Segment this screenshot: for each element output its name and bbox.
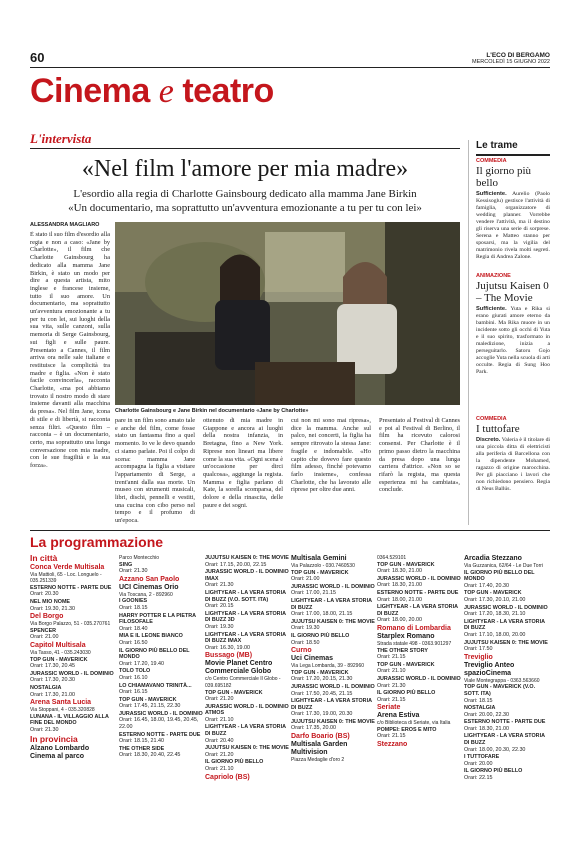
showtimes: Orari: 18.30, 21.00 — [377, 568, 422, 575]
showtimes: Orari: 21.30 — [30, 726, 59, 733]
article-kicker: L'intervista — [30, 131, 92, 146]
film-title: ESTERNO NOTTE - PARTE DUE — [464, 719, 546, 726]
programmazione-rule — [30, 530, 550, 531]
cinema-address: Strada statale 498 - 0363.901297 — [377, 640, 452, 647]
cinema-address: c/o Biblioteca di Seriate, via Italia — [377, 720, 451, 727]
film-title: IL GIORNO PIÙ BELLO — [377, 690, 436, 697]
showtimes: Orari: 17.40, 20.30 — [464, 582, 509, 589]
film-title: LIGHTYEAR - LA VERA STORIA DI BUZZ — [377, 604, 458, 617]
cinema-address: Parco Montecchio — [119, 555, 160, 561]
film-title: JUJUTSU KAISEN 0: THE MOVIE — [291, 718, 375, 725]
showtimes: Orari: 19.30 — [205, 623, 234, 630]
newspaper-masthead — [472, 52, 550, 65]
trama-text: Aurelio (Paolo Kessisoglu) gestisce l'attività di famiglia, organizzatore di wedding planner. Vorrebbe vendere l'attività, ma il destino gli riserva una serie di sorprese. Serena e Matteo stanno per sposarsi, ma la vigilia del matrimonio rivela molti segreti. Regia di Andrea Zalone. — [476, 191, 550, 260]
trama-category: COMMEDIA — [476, 416, 507, 422]
cinema-name: Arena Estiva — [377, 712, 420, 720]
showtimes: Orari: 21.30 — [205, 582, 234, 589]
film-title: JUJUTSU KAISEN 0: THE MOVIE — [205, 745, 289, 752]
cinema-name: Multisala Garden Multivision — [291, 741, 348, 757]
cinema-location: Curno — [291, 647, 312, 655]
trama-category: ANIMAZIONE — [476, 273, 511, 279]
film-title: SPENCER — [30, 627, 57, 634]
film-title: JURASSIC WORLD - IL DOMINIO — [30, 670, 114, 677]
showtimes: Orari: 17.00, 18.00, 21.15 — [291, 611, 353, 618]
trama-body — [476, 191, 550, 261]
cinema-address: Via Guzzanica, 62/64 - Le Due Torri — [464, 563, 544, 569]
film-title: JURASSIC WORLD - IL DOMINIO — [377, 675, 461, 682]
cinema-name: UCI Cinemas Orio — [119, 583, 179, 591]
film-title: THE OTHER STORY — [377, 647, 428, 654]
showtimes: Orari: 16.50 — [119, 639, 148, 646]
article-column-4: cui non mi sono mai ripresa», dice la mamma. Anche sul palco, nei concerti, la figlia ha sempre ritrovato la stessa Jane: fragile e indomabile. «Ho capito che dovevo fare questo film adesso, finché potevamo farlo insieme», confessa Charlotte, che ha lavorato alle riprese per oltre due anni. — [291, 417, 371, 494]
trama-title: I tuttofare — [476, 423, 520, 435]
showtimes: Orari: 22.15 — [464, 775, 493, 782]
film-title: JURASSIC WORLD - IL DOMINIO — [119, 710, 203, 717]
cinema-location: Seriate — [377, 704, 401, 712]
showtimes: Orari: 21.15 — [377, 733, 406, 740]
photo-caption: Charlotte Gainsbourg e Jane Birkin nel documentario «Jane by Charlotte» — [115, 408, 309, 414]
article-deck — [30, 187, 460, 215]
showtimes: Orari: 21.00 — [291, 576, 320, 583]
cinema-location: Capriolo (BS) — [205, 773, 250, 781]
showtimes: Orari: 20.30 — [30, 591, 59, 598]
cinema-location: Capitol Multisala — [30, 641, 86, 649]
trama-rating: Sufficiente. — [476, 306, 507, 312]
programmazione-title: La programmazione — [30, 534, 164, 550]
showtimes: Orari: 16.45, 18.00, 19.45, 20.45, 22.00 — [119, 717, 199, 731]
film-title: JURASSIC WORLD - IL DOMINIO ATMOS — [205, 703, 289, 717]
film-title: IL GIORNO PIÙ BELLO — [291, 632, 350, 639]
film-title: ESTERNO NOTTE - PARTE DUE — [377, 589, 459, 596]
cinema-location: Arena Santa Lucia — [30, 699, 92, 707]
film-title: TOP GUN - MAVERICK — [30, 656, 88, 663]
showtimes: Orari: 16.30, 19.00 — [205, 644, 250, 651]
showtimes: Orari: 18.30, 21.00 — [377, 582, 422, 589]
film-title: JURASSIC WORLD - IL DOMINIO — [464, 604, 548, 611]
showtimes: Orari: 21.10 — [377, 668, 406, 675]
showtimes: Orari: 18.15, 21.40 — [119, 738, 164, 745]
cinema-address: Via Borgo Palazzo, 51 - 035.270761 — [30, 621, 111, 628]
showtimes: Orari: 20.00 — [464, 760, 493, 767]
cinema-location: Darfo Boario (BS) — [291, 733, 350, 741]
film-title: JUJUTSU KAISEN 0: THE MOVIE — [464, 639, 548, 646]
film-title: TOLO TOLO — [119, 668, 151, 675]
showtimes: Orari: 19.30 — [291, 625, 320, 632]
film-title: LIGHTYEAR - LA VERA STORIA DI BUZZ (V.O. SOTT. ITA) — [205, 589, 286, 603]
film-title: TOP GUN - MAVERICK — [377, 561, 435, 568]
film-title: TOP GUN - MAVERICK — [464, 590, 522, 597]
film-title: TOP GUN - MAVERICK — [119, 696, 177, 703]
film-title: TOP GUN - MAVERICK — [291, 569, 349, 576]
deck-line-1: L'esordio alla regia di Charlotte Gainsbourg dedicato alla mamma Jane Birkin — [73, 188, 417, 200]
cinema-name: Multisala Gemini — [291, 555, 347, 562]
cinema-location: Romano di Lombardia — [377, 624, 451, 632]
film-title: TOP GUN - MAVERICK — [377, 661, 435, 668]
cinema-address: Via Mattioli, 65 - Loc. Longuelo - 035.251339 — [30, 571, 102, 585]
film-title: LIGHTYEAR - LA VERA STORIA DI BUZZ — [291, 597, 372, 611]
showtimes: Orari: 21.20 — [205, 751, 234, 758]
showtimes: Orari: 16.15 — [119, 689, 148, 696]
film-title: ESTERNO NOTTE - PARTE DUE — [30, 584, 112, 591]
showtimes: Orari: 17.30, 19.00, 20.30 — [291, 711, 353, 718]
film-title: SING — [119, 561, 133, 568]
cinema-name: Uci Cinemas — [291, 655, 334, 663]
listing-column — [30, 555, 114, 761]
section-title — [30, 72, 274, 111]
showtimes: Orari: 17.20, 19.40 — [119, 660, 164, 667]
film-title: LIGHTYEAR - LA VERA STORIA DI BUZZ — [205, 724, 286, 738]
film-title: JURASSIC WORLD - IL DOMINIO — [377, 575, 461, 582]
showtimes: Orari: 17.35, 20.00 — [291, 725, 336, 732]
newspaper-name: L'ECO DI BERGAMO — [486, 52, 550, 59]
cinema-address: Via Lega Lombarda, 39 - 892960 — [291, 663, 365, 670]
film-title: IL GIORNO PIÙ BELLO — [464, 768, 523, 775]
showtimes: Orari: 20.15 — [205, 603, 234, 610]
showtimes: Orari: 21.30 — [377, 682, 406, 689]
cinema-location: Azzano San Paolo — [119, 575, 180, 583]
issue-date: MERCOLEDÌ 15 GIUGNO 2022 — [472, 59, 550, 65]
cinema-location: Treviglio — [464, 653, 493, 661]
sidebar-divider — [468, 140, 469, 525]
showtimes: Orari: 17.15, 20.00, 22.15 — [205, 561, 267, 568]
cinema-name: Movie Planet Centro Commerciale Globo — [205, 660, 273, 676]
listing-area-heading: In provincia — [30, 734, 78, 745]
deck-line-2: «Un documentario, ma soprattutto un'avventura emozionante a tu per tu con lei» — [68, 202, 422, 214]
cinema-location: Del Borgo — [30, 613, 64, 621]
showtimes: Orari: 17.50, 20.45, 21.15 — [291, 690, 353, 697]
article-column-3: ottenuto di mia madre in Giappone e ancora ai luoghi della nostra infanzia, in Bretagna, fino a New York. Riprese non lineari ma libere come la sua vita. «Ogni scena è un'occasione per dirci qualcosa», aggiunge la regista. Mamma e figlia parlano di Kate, la sorella scomparsa, del dolore e della rinascita, delle paure e dei sogni. — [203, 417, 283, 509]
showtimes: Orari: 17.30, 20.30 — [30, 677, 75, 684]
trama-body — [476, 437, 550, 493]
trama-category: COMMEDIA — [476, 158, 507, 164]
showtimes: Orari: 17.50 — [464, 646, 493, 653]
article-photo — [115, 222, 460, 405]
showtimes: Orari: 16.10 — [119, 674, 148, 681]
cinema-address: 0364.529101 — [377, 555, 407, 561]
trama-item — [476, 416, 550, 493]
trama-rating: Sufficiente. — [476, 191, 507, 197]
film-title: NOSTALGIA — [30, 684, 62, 691]
film-title: THE OTHER SIDE — [119, 745, 165, 752]
article-column-2: pare in un film sono amato tale e anche del film, come fosse stato un fantasma fino a quel momento. Io ve le devo quando ci siamo parlate. Poi il colpo di scena: mamma Jane accompagna la figlia a visitare l'appartamento di Serge, a trent'anni dalla sua morte. Un museo con strumenti musicali, libri, dischi, pennelli e vestiti, una cucina con cibo perso nel tempo e il profumo di un'epoca. — [115, 417, 195, 525]
showtimes: Orari: 18.30, 20.40, 22.45 — [119, 752, 181, 759]
listing-column — [291, 555, 375, 764]
trama-item — [476, 158, 550, 261]
cinema-address: Via Palazzolo - 030.7460530 — [291, 563, 355, 569]
film-title: TOP GUN - MAVERICK (V.O. SOTT. ITA) — [464, 684, 536, 697]
film-title: JURASSIC WORLD - IL DOMINIO — [291, 583, 375, 590]
page-number: 60 — [30, 50, 45, 65]
showtimes: Orari: 21.00 — [30, 634, 59, 641]
showtimes: Orari: 19.30, 21.30 — [30, 605, 75, 612]
section-word-cinema: Cinema — [30, 72, 150, 110]
cinema-address: c/o Centro Commerciale Il Globo - 039.695182 — [205, 676, 281, 689]
showtimes: Orari: 18.50 — [291, 639, 320, 646]
trama-title: Jujutsu Kaisen 0 – The Movie — [476, 280, 549, 304]
cinema-name: Cinema al parco — [30, 753, 85, 761]
showtimes: Orari: 17.30, 20.45 — [30, 663, 75, 670]
film-title: HARRY POTTER E LA PIETRA FILOSOFALE — [119, 612, 196, 626]
film-title: NOSTALGIA — [464, 705, 496, 712]
section-word-e: e — [158, 73, 174, 110]
showtimes: Orari: 21.20 — [205, 696, 234, 703]
showtimes: Orari: 18.00, 20.00 — [377, 617, 422, 624]
trama-text: Valeria è il titolare di una piccola ditta di elettricisti alla periferia di Barcellona con la dipendente Mohamed, ragazzo di origine marocchina. Per gli piacciano i lavori che non richiedono pensiero. Regia di Neus Ballús. — [476, 437, 550, 492]
showtimes: Orari: 21.15 — [377, 654, 406, 661]
cinema-address: Piazza Medaglie d'oro 2 — [291, 757, 345, 764]
film-title: MIA E IL LEONE BIANCO — [119, 633, 183, 640]
showtimes: Orari: 17.45, 21.15, 22.30 — [119, 703, 181, 710]
trame-title: Le trame — [476, 140, 518, 151]
cinema-address: Via Stoppani, 4 - 035.320828 — [30, 707, 95, 714]
listing-column — [205, 555, 289, 782]
showtimes: Orari: 18.15 — [464, 697, 493, 704]
showtimes: Orari: 18.40 — [119, 625, 148, 632]
film-title: JURASSIC WORLD - IL DOMINIO — [291, 683, 375, 690]
showtimes: Orari: 20.40 — [205, 737, 234, 744]
top-rule — [30, 67, 550, 68]
cinema-location: Stezzano — [377, 741, 408, 749]
film-title: JUJUTSU KAISEN 0: THE MOVIE — [205, 555, 289, 561]
article-column-5: Presentato al Festival di Cannes e poi al Festival di Berlino, il film ha ricevuto calorosi consensi. Per Charlotte è il primo passo dietro la macchina da presa dopo una lunga carriera d'attrice. «Non so se rifarò la regista, ma questa esperienza mi ha cambiata», conclude. — [379, 417, 460, 494]
film-title: TOP GUN - MAVERICK — [205, 689, 263, 696]
showtimes: Orari: 17.10, 18.00, 20.00 — [464, 631, 526, 638]
film-title: IL GIORNO PIÙ BELLO DEL MONDO — [464, 569, 535, 583]
cinema-name: Arcadia Stezzano — [464, 555, 522, 562]
showtimes: Orari: 17.20, 20.15, 21.30 — [291, 676, 353, 683]
listing-area-heading: In città — [30, 553, 58, 563]
listing-column — [119, 555, 203, 760]
film-title: LIGHTYEAR - LA VERA STORIA DI BUZZ — [464, 733, 545, 747]
article-headline: «Nel film l'amore per mia madre» — [81, 156, 409, 182]
film-title: I GOONIES — [119, 598, 148, 605]
showtimes: Orari: 17.20, 18.30, 21.10 — [464, 611, 526, 618]
showtimes: Orari: 18.00, 20.30, 22.30 — [464, 746, 526, 753]
film-title: LIGHTYEAR - LA VERA STORIA DI BUZZ IMAX — [205, 631, 286, 645]
film-title: JUJUTSU KAISEN 0: THE MOVIE — [291, 618, 375, 625]
film-title: ESTERNO NOTTE - PARTE DUE — [119, 731, 201, 738]
film-title: LUNANA - IL VILLAGGIO ALLA FINE DEL MONDO — [30, 713, 109, 727]
cinema-location: Conca Verde Multisala — [30, 563, 105, 571]
showtimes: Orari: 17.00, 21.15 — [291, 590, 336, 597]
showtimes: Orari: 18.15 — [119, 604, 148, 611]
film-title: LIGHTYEAR - LA VERA STORIA DI BUZZ — [291, 698, 372, 711]
film-title: LO CHIAMAVANO TRINITÀ... — [119, 682, 192, 689]
cinema-address: Viale Montegrappa - 0363.563660 — [464, 677, 540, 684]
film-title: LIGHTYEAR - LA VERA STORIA DI BUZZ 3D — [205, 610, 286, 624]
trama-rating: Discreto. — [476, 437, 501, 443]
film-title: LIGHTYEAR - LA VERA STORIA DI BUZZ — [464, 618, 545, 632]
showtimes: Orari: 21.30 — [119, 568, 148, 575]
showtimes: Orari: 21.10 — [205, 766, 234, 773]
showtimes: Orari: 20.00, 22.30 — [464, 711, 509, 718]
listing-column — [464, 555, 548, 783]
cinema-address: Via Tasso, 41 - 035.243030 — [30, 649, 91, 656]
kicker-rule — [30, 148, 460, 149]
cinema-name: Treviglio Anteo spazioCinema — [464, 661, 515, 677]
cinema-name: Starplex Romano — [377, 632, 435, 640]
cinema-name: Alzano Lombardo — [30, 745, 90, 753]
trame-rule — [476, 154, 550, 156]
trama-text: Yuta e Rika si erano giurati amore eterno da bambini. Ma Rika muore in un incidente sotto gli occhi di Yuta e il suo spirito, trasformato in maledizione, inizia a perseguitarlo. Satoru Gojo accoglie Yuta nella scuola di arti occulte. Regia di Sung Hoo Park. — [476, 306, 550, 375]
film-title: IL GIORNO PIÙ BELLO DEL MONDO — [119, 647, 190, 661]
showtimes: Orari: 18.30, 21.00 — [464, 725, 509, 732]
cinema-location: Bussago (MB) — [205, 652, 253, 660]
film-title: POMPEI: EROS E MITO — [377, 726, 437, 733]
photo-illustration — [115, 222, 460, 405]
cinema-address: Via Toscana, 2 - 892960 — [119, 591, 173, 598]
section-word-teatro: teatro — [182, 72, 274, 110]
film-title: NEL MIO NOME — [30, 598, 71, 605]
trama-body — [476, 306, 550, 376]
film-title: I TUTTOFARE — [464, 754, 500, 761]
film-title: TOP GUN - MAVERICK — [291, 669, 349, 676]
article-byline: ALESSANDRA MAGLIARO — [30, 222, 100, 228]
showtimes: Orari: 17.30, 21.00 — [30, 691, 75, 698]
showtimes: Orari: 18.00, 21.00 — [377, 596, 422, 603]
listing-column — [377, 555, 461, 749]
showtimes: Orari: 21.15 — [377, 696, 406, 703]
trama-title: Il giorno più bello — [476, 165, 531, 189]
showtimes: Orari: 17.30, 20.10, 21.00 — [464, 596, 526, 603]
film-title: JURASSIC WORLD - IL DOMINIO IMAX — [205, 569, 289, 582]
film-title: IL GIORNO PIÙ BELLO — [205, 759, 264, 766]
article-column-1: È stato il suo film d'esordio alla regia e non a caso: «Jane by Charlotte», il film che Charlotte Gainsbourg ha dedicato alla mamma Jane Birkin, è stato un modo per dire a questa artista, mito inglese e francese insieme, tutto il suo amore. Un documentario, ma soprattutto un'avventura emozionante a tu per tu con lei, sui luoghi della sua vita, sulle canzoni, sulla memoria di Serge Gainsbourg, sui figli e sulle paure. Presentato a Cannes, il film arriva ora nelle sale italiane e restituisce la complicità tra madre e figlia. «Non è stato facile convincerla», racconta Charlotte, «ma poi abbiamo trovato il nostro modo di stare insieme davanti alla macchina da presa». Nel film Jane, icona di stile e di libertà, si racconta senza filtri. «Questo film – racconta – è un documentario, certo, ma soprattutto una lunga conversazione con mia madre, con le sue fragilità e la sua forza». — [30, 231, 110, 470]
showtimes: Orari: 21.10 — [205, 716, 234, 723]
trama-item — [476, 273, 550, 376]
